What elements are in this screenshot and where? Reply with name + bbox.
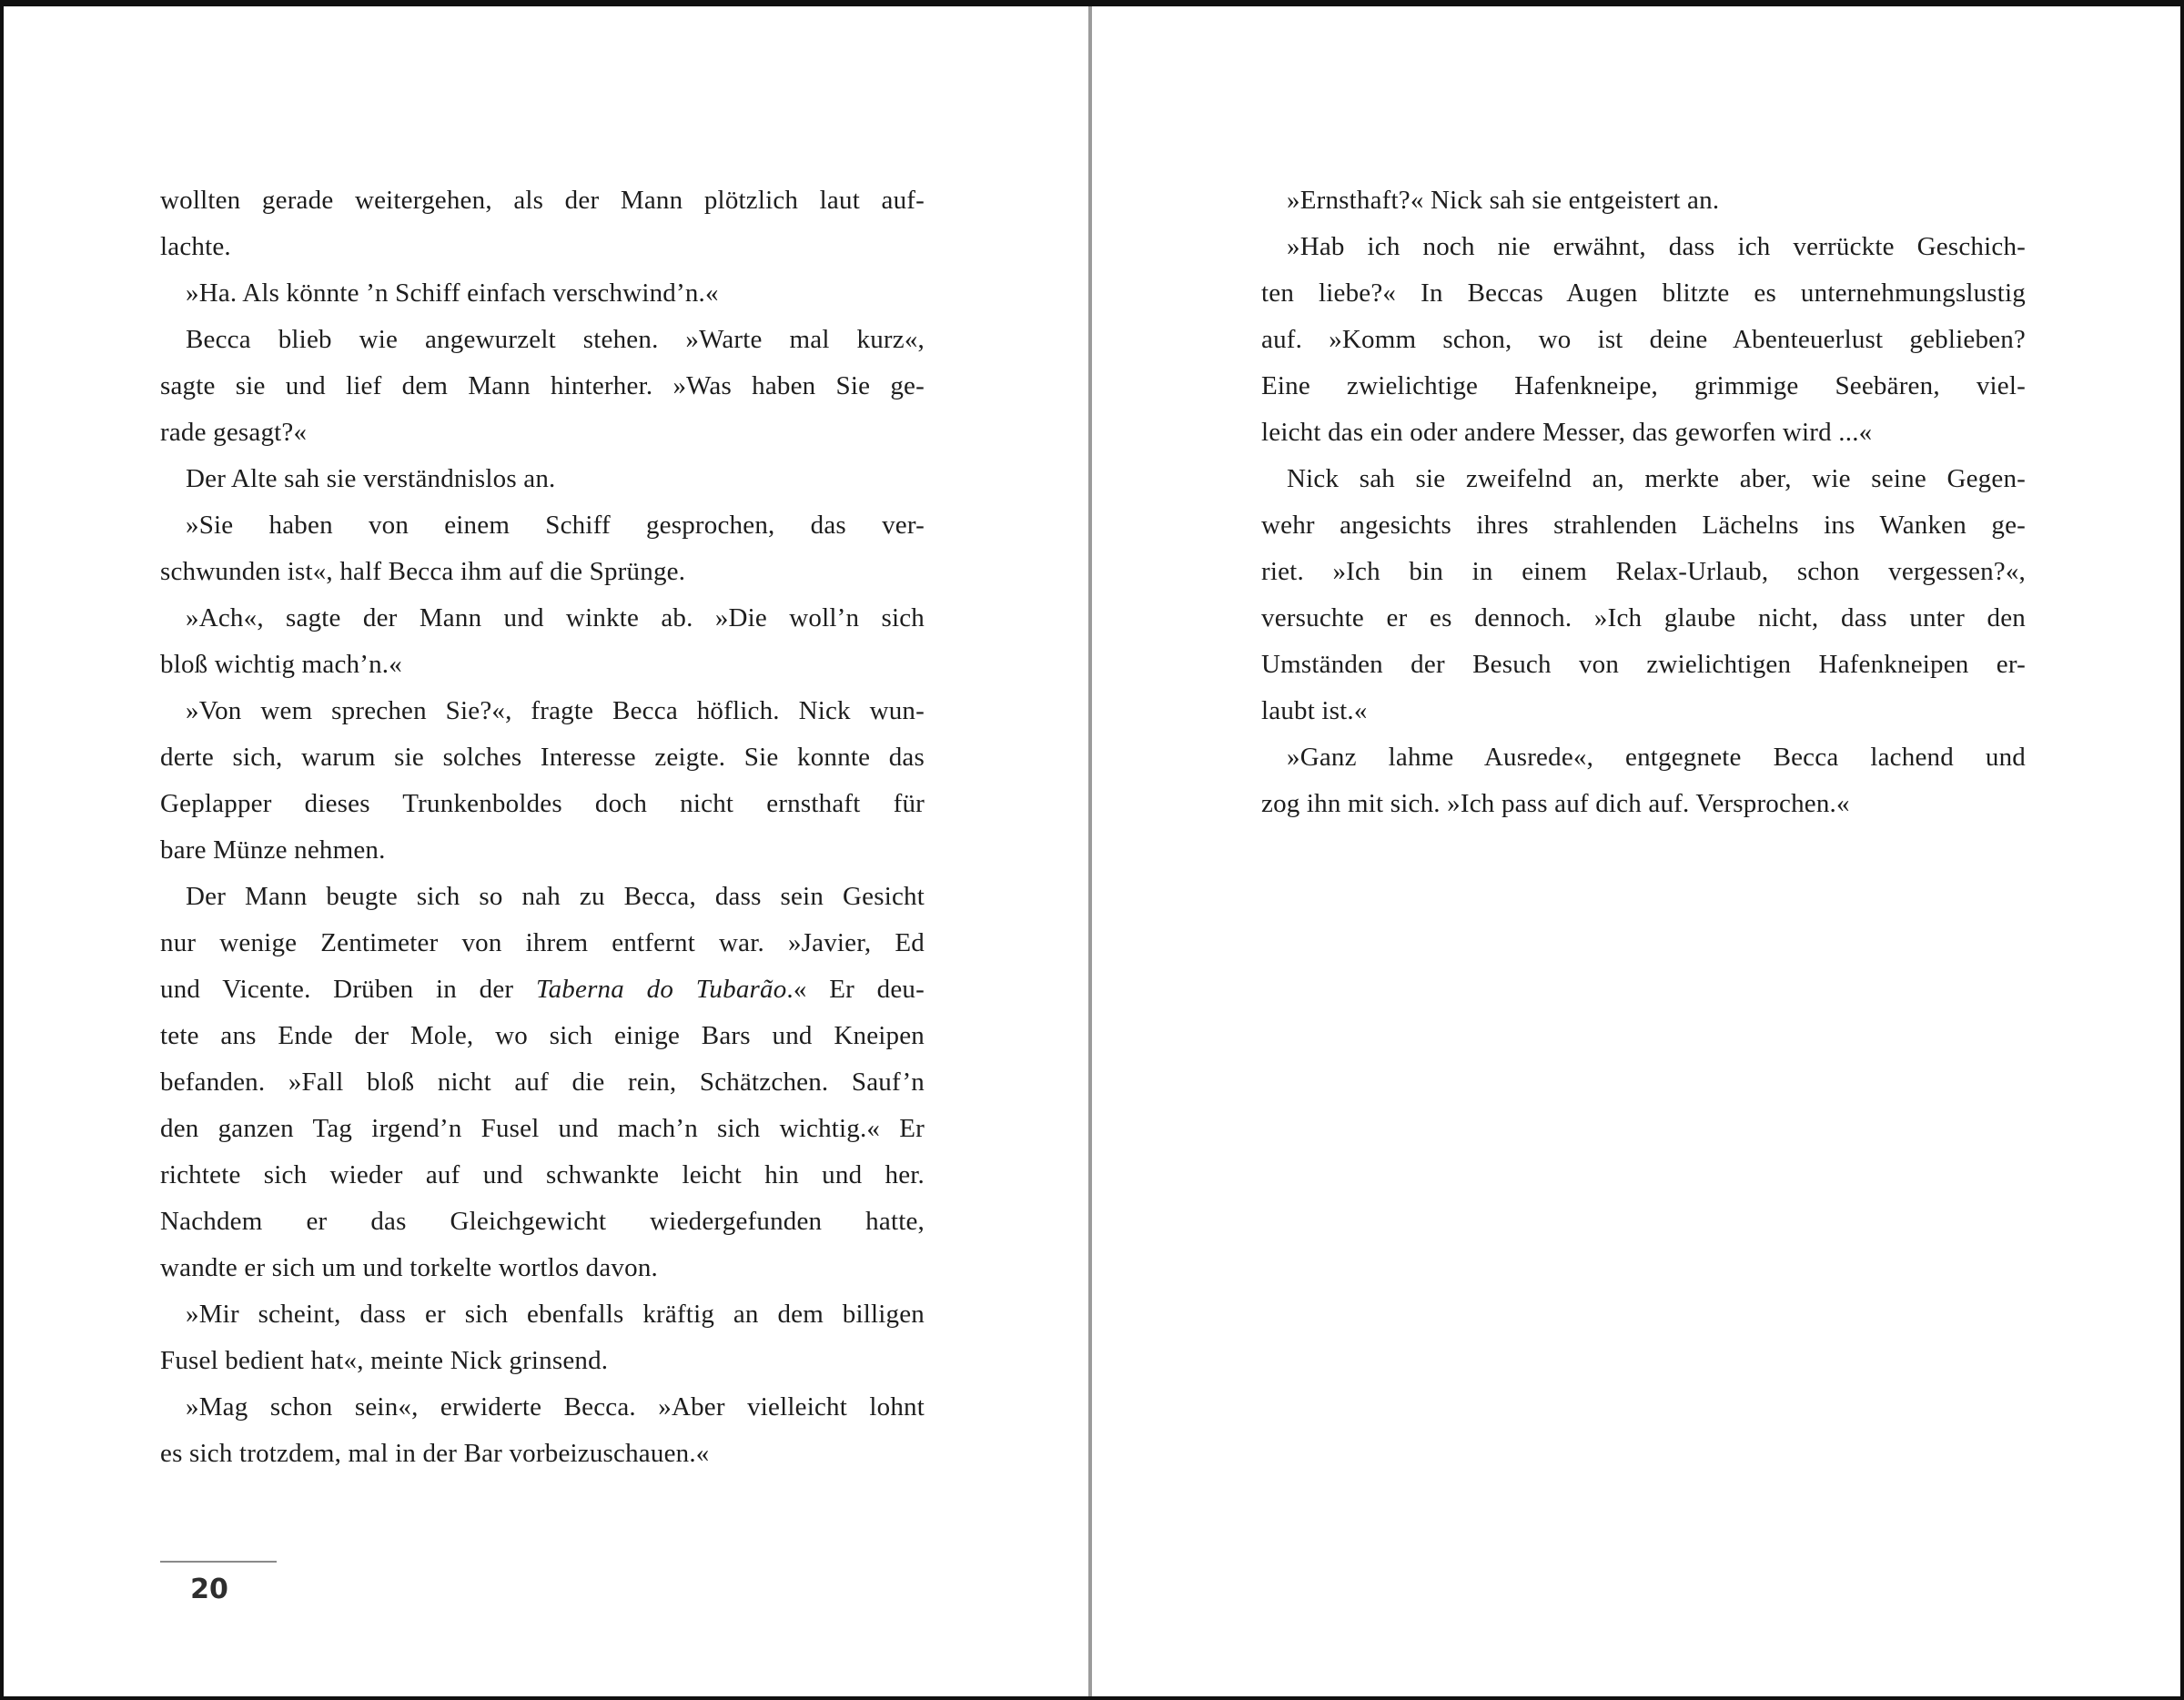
- text-segment: versuchte er es dennoch. »Ich glaube nicht, dass unter den: [1261, 603, 2026, 632]
- text-segment: Eine zwielichtige Hafenkneipe, grimmige Seebären, viel-: [1261, 371, 2026, 400]
- text-segment: wehr angesichts ihres strahlenden Lächelns ins Wanken ge-: [1261, 511, 2026, 540]
- text-line: [160, 177, 925, 224]
- text-segment: den ganzen Tag irgend’n Fusel und mach’n sich wichtig.« Er: [160, 1114, 925, 1143]
- text-line: [1261, 502, 2026, 549]
- right-page: [1096, 6, 2180, 1696]
- text-line: [160, 1291, 925, 1338]
- text-segment: bloß wichtig mach’n.«: [160, 650, 402, 679]
- text-line: [160, 1013, 925, 1059]
- text-line: [1261, 688, 2026, 734]
- text-line: [1261, 270, 2026, 317]
- text-segment: sagte sie und lief dem Mann hinterher. »Was haben Sie ge-: [160, 371, 925, 400]
- left-page-text: [160, 177, 925, 1477]
- text-line: [1261, 224, 2026, 270]
- text-segment: schwunden ist«, half Becca ihm auf die Sprünge.: [160, 557, 686, 586]
- text-segment: Nick sah sie zweifelnd an, merkte aber, wie seine Gegen-: [1287, 464, 2026, 493]
- text-line: [160, 1152, 925, 1199]
- text-line: [160, 595, 925, 642]
- text-line: [1261, 177, 2026, 224]
- italic-text-segment: Taberna do Tubarão: [535, 975, 787, 1004]
- text-segment: laubt ist.«: [1261, 696, 1368, 725]
- text-line: [160, 642, 925, 688]
- text-line: [1261, 549, 2026, 595]
- text-segment: Becca blieb wie angewurzelt stehen. »Warte mal kurz«,: [186, 325, 925, 354]
- text-segment: bare Münze nehmen.: [160, 835, 386, 865]
- text-line: [1261, 734, 2026, 781]
- text-segment: wandte er sich um und torkelte wortlos davon.: [160, 1253, 658, 1282]
- text-line: [160, 1338, 925, 1384]
- text-segment: Umständen der Besuch von zwielichtigen Hafenkneipen er-: [1261, 650, 2026, 679]
- text-segment: »Ganz lahme Ausrede«, entgegnete Becca lachend und: [1287, 743, 2026, 772]
- text-segment: lachte.: [160, 232, 231, 261]
- left-page: [4, 6, 1092, 1696]
- text-segment: Nachdem er das Gleichgewicht wiedergefunden hatte,: [160, 1207, 925, 1236]
- text-segment: ten liebe?« In Beccas Augen blitzte es unternehmungslustig: [1261, 278, 2026, 308]
- text-line: [1261, 595, 2026, 642]
- text-segment: und Vicente. Drüben in der: [160, 975, 536, 1004]
- text-segment: richtete sich wieder auf und schwankte leicht hin und her.: [160, 1160, 925, 1189]
- text-segment: wollten gerade weitergehen, als der Mann plötzlich laut auf-: [160, 186, 925, 215]
- text-line: [160, 827, 925, 874]
- text-segment: »Sie haben von einem Schiff gesprochen, das ver-: [186, 511, 925, 540]
- text-segment: »Ach«, sagte der Mann und winkte ab. »Die woll’n sich: [186, 603, 925, 632]
- text-line: [160, 363, 925, 410]
- page-gutter-divider: [1088, 6, 1092, 1696]
- text-line: [160, 317, 925, 363]
- text-line: [1261, 317, 2026, 363]
- text-line: [1261, 642, 2026, 688]
- text-line: [160, 270, 925, 317]
- text-line: [160, 456, 925, 502]
- text-line: [1261, 781, 2026, 827]
- text-segment: Fusel bedient hat«, meinte Nick grinsend.: [160, 1346, 609, 1375]
- text-line: [160, 1245, 925, 1291]
- text-line: [160, 1431, 925, 1477]
- text-segment: »Hab ich noch nie erwähnt, dass ich verrückte Geschich-: [1287, 232, 2026, 261]
- text-segment: »Mir scheint, dass er sich ebenfalls kräftig an dem billigen: [186, 1300, 925, 1329]
- text-segment: tete ans Ende der Mole, wo sich einige Bars und Kneipen: [160, 1021, 925, 1050]
- text-line: [160, 874, 925, 920]
- text-line: [160, 410, 925, 456]
- text-line: [160, 688, 925, 734]
- text-segment: leicht das ein oder andere Messer, das geworfen wird ...«: [1261, 418, 1873, 447]
- page-number: 20: [190, 1574, 228, 1605]
- text-segment: Der Alte sah sie verständnislos an.: [186, 464, 556, 493]
- text-line: [160, 734, 925, 781]
- text-segment: Geplapper dieses Trunkenboldes doch nicht ernsthaft für: [160, 789, 925, 818]
- text-line: [160, 1199, 925, 1245]
- text-line: [160, 224, 925, 270]
- text-segment: es sich trotzdem, mal in der Bar vorbeizuschauen.«: [160, 1439, 710, 1468]
- text-line: [160, 502, 925, 549]
- text-segment: derte sich, warum sie solches Interesse zeigte. Sie konnte das: [160, 743, 925, 772]
- text-segment: »Mag schon sein«, erwiderte Becca. »Aber vielleicht lohnt: [186, 1392, 925, 1422]
- text-segment: »Von wem sprechen Sie?«, fragte Becca höflich. Nick wun-: [186, 696, 925, 725]
- page-number-rule: [160, 1561, 277, 1563]
- text-segment: riet. »Ich bin in einem Relax-Urlaub, schon vergessen?«,: [1261, 557, 2026, 586]
- text-segment: »Ha. Als könnte ’n Schiff einfach verschwind’n.«: [186, 278, 719, 308]
- text-segment: befanden. »Fall bloß nicht auf die rein, Schätzchen. Sauf’n: [160, 1068, 925, 1097]
- text-line: [1261, 456, 2026, 502]
- text-line: [160, 920, 925, 966]
- text-segment: »Ernsthaft?« Nick sah sie entgeistert an.: [1287, 186, 1720, 215]
- text-line: [160, 1059, 925, 1106]
- text-line: [160, 1384, 925, 1431]
- text-line: [1261, 363, 2026, 410]
- text-segment: nur wenige Zentimeter von ihrem entfernt war. »Javier, Ed: [160, 928, 925, 957]
- text-line: [160, 966, 925, 1013]
- text-line: [160, 781, 925, 827]
- text-line: [1261, 410, 2026, 456]
- text-segment: rade gesagt?«: [160, 418, 308, 447]
- text-segment: auf. »Komm schon, wo ist deine Abenteuerlust geblieben?: [1261, 325, 2026, 354]
- text-segment: zog ihn mit sich. »Ich pass auf dich auf. Versprochen.«: [1261, 789, 1850, 818]
- text-line: [160, 1106, 925, 1152]
- right-page-text: [1261, 177, 2026, 827]
- text-segment: .« Er deu-: [786, 975, 925, 1004]
- text-line: [160, 549, 925, 595]
- text-segment: Der Mann beugte sich so nah zu Becca, dass sein Gesicht: [186, 882, 925, 911]
